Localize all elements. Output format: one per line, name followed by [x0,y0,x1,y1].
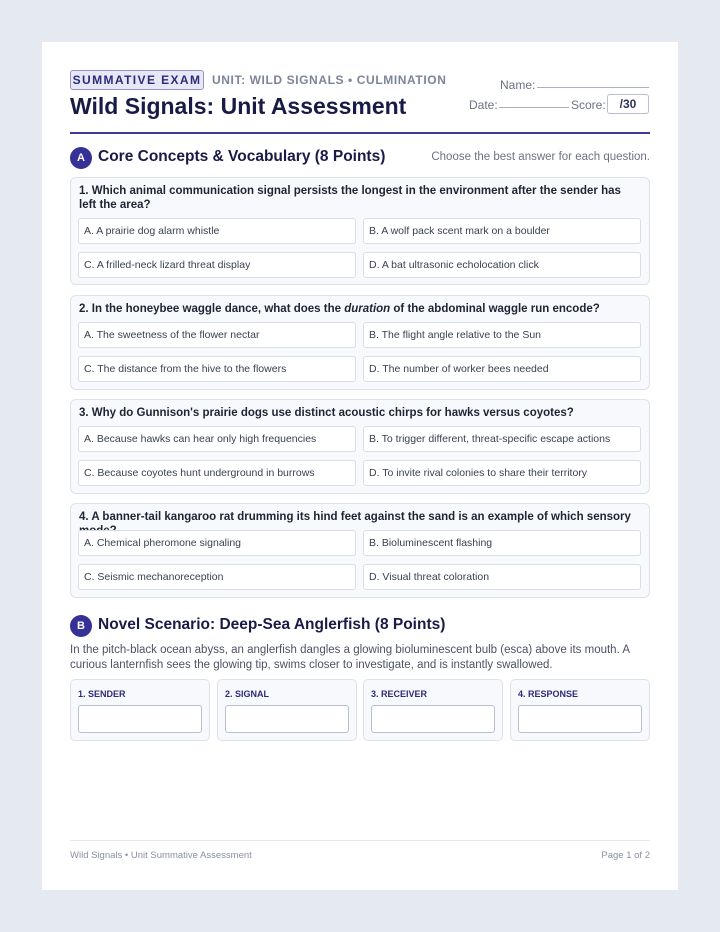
scenario-text: In the pitch-black ocean abyss, an anglerfish dangles a glowing bioluminescent bulb (esca) above its mouth. A curious lanternfish sees the glowing tip, swims closer to investigate, and is instantly swallowed. [70,644,630,671]
exam-badge: SUMMATIVE EXAM [70,70,204,90]
sender-label: 1. SENDER [78,689,126,699]
answer-option-2d[interactable]: D. The number of worker bees needed [363,356,641,382]
footer-title: Wild Signals • Unit Summative Assessment [70,850,252,861]
page-footer [70,840,650,864]
question-card-1 [70,177,650,285]
answer-option-1b[interactable]: B. A wolf pack scent mark on a boulder [363,218,641,244]
page-title: Wild Signals: Unit Assessment [70,93,407,119]
section-a-number: A [70,147,92,169]
question-text: 1. Which animal communication signal persists the longest in the environment after the sender has left the area? [79,185,621,211]
response-input[interactable] [518,705,642,733]
unit-label: UNIT: WILD SIGNALS • CULMINATION [212,73,447,87]
answer-option-2c[interactable]: C. The distance from the hive to the flowers [78,356,356,382]
response-label: 4. RESPONSE [518,689,579,699]
name-label: Name: [500,78,536,92]
receiver-label: 3. RECEIVER [371,689,428,699]
answer-option-3c[interactable]: C. Because coyotes hunt underground in burrows [78,460,356,486]
section-a-header [70,147,650,169]
section-a-title: Core Concepts & Vocabulary (8 Points) [98,148,386,165]
signal-label: 2. SIGNAL [225,689,270,699]
question-text-start: 2. In the honeybee waggle dance, what does the [79,303,345,315]
date-label: Date: [469,98,498,112]
question-card-2 [70,295,650,390]
score-label: Score: [571,98,606,112]
page-header [70,70,650,134]
signal-card [217,679,357,741]
answer-option-4c[interactable]: C. Seismic mechanoreception [78,564,356,590]
response-card [510,679,650,741]
answer-option-3a[interactable]: A. Because hawks can hear only high frequencies [78,426,356,452]
question-card-3 [70,399,650,494]
question-text [79,302,639,316]
section-a-instructions: Choose the best answer for each question. [431,151,650,163]
answer-option-4a[interactable]: A. Chemical pheromone signaling [78,530,356,556]
receiver-card [363,679,503,741]
question-text: 4. A banner-tail kangaroo rat drumming its hind feet against the sand is an example of which sensory [79,511,631,523]
sender-input[interactable] [78,705,202,733]
section-b-title: Novel Scenario: Deep-Sea Anglerfish (8 Points) [98,616,446,633]
signal-input[interactable] [225,705,349,733]
answer-option-4b[interactable]: B. Bioluminescent flashing [363,530,641,556]
answer-option-1c[interactable]: C. A frilled-neck lizard threat display [78,252,356,278]
score-field[interactable]: /30 [607,94,649,114]
worksheet-page [42,42,678,890]
question-text: 3. Why do Gunnison's prairie dogs use distinct acoustic chirps for hawks versus coyotes? [79,407,574,419]
answer-option-2b[interactable]: B. The flight angle relative to the Sun [363,322,641,348]
date-field[interactable] [499,107,569,108]
answer-option-3b[interactable]: B. To trigger different, threat-specific escape actions [363,426,641,452]
answer-option-1a[interactable]: A. A prairie dog alarm whistle [78,218,356,244]
section-b-number: B [70,615,92,637]
name-field[interactable] [537,87,649,88]
answer-option-3d[interactable]: D. To invite rival colonies to share their territory [363,460,641,486]
receiver-input[interactable] [371,705,495,733]
page-number: Page 1 of 2 [601,850,650,861]
question-text-end: of the abdominal waggle run encode? [390,303,600,315]
section-b-header [70,615,650,637]
sender-card [70,679,210,741]
answer-option-1d[interactable]: D. A bat ultrasonic echolocation click [363,252,641,278]
answer-option-2a[interactable]: A. The sweetness of the flower nectar [78,322,356,348]
answer-option-4d[interactable]: D. Visual threat coloration [363,564,641,590]
question-text-emphasis: duration [344,303,391,315]
question-card-4 [70,503,650,598]
